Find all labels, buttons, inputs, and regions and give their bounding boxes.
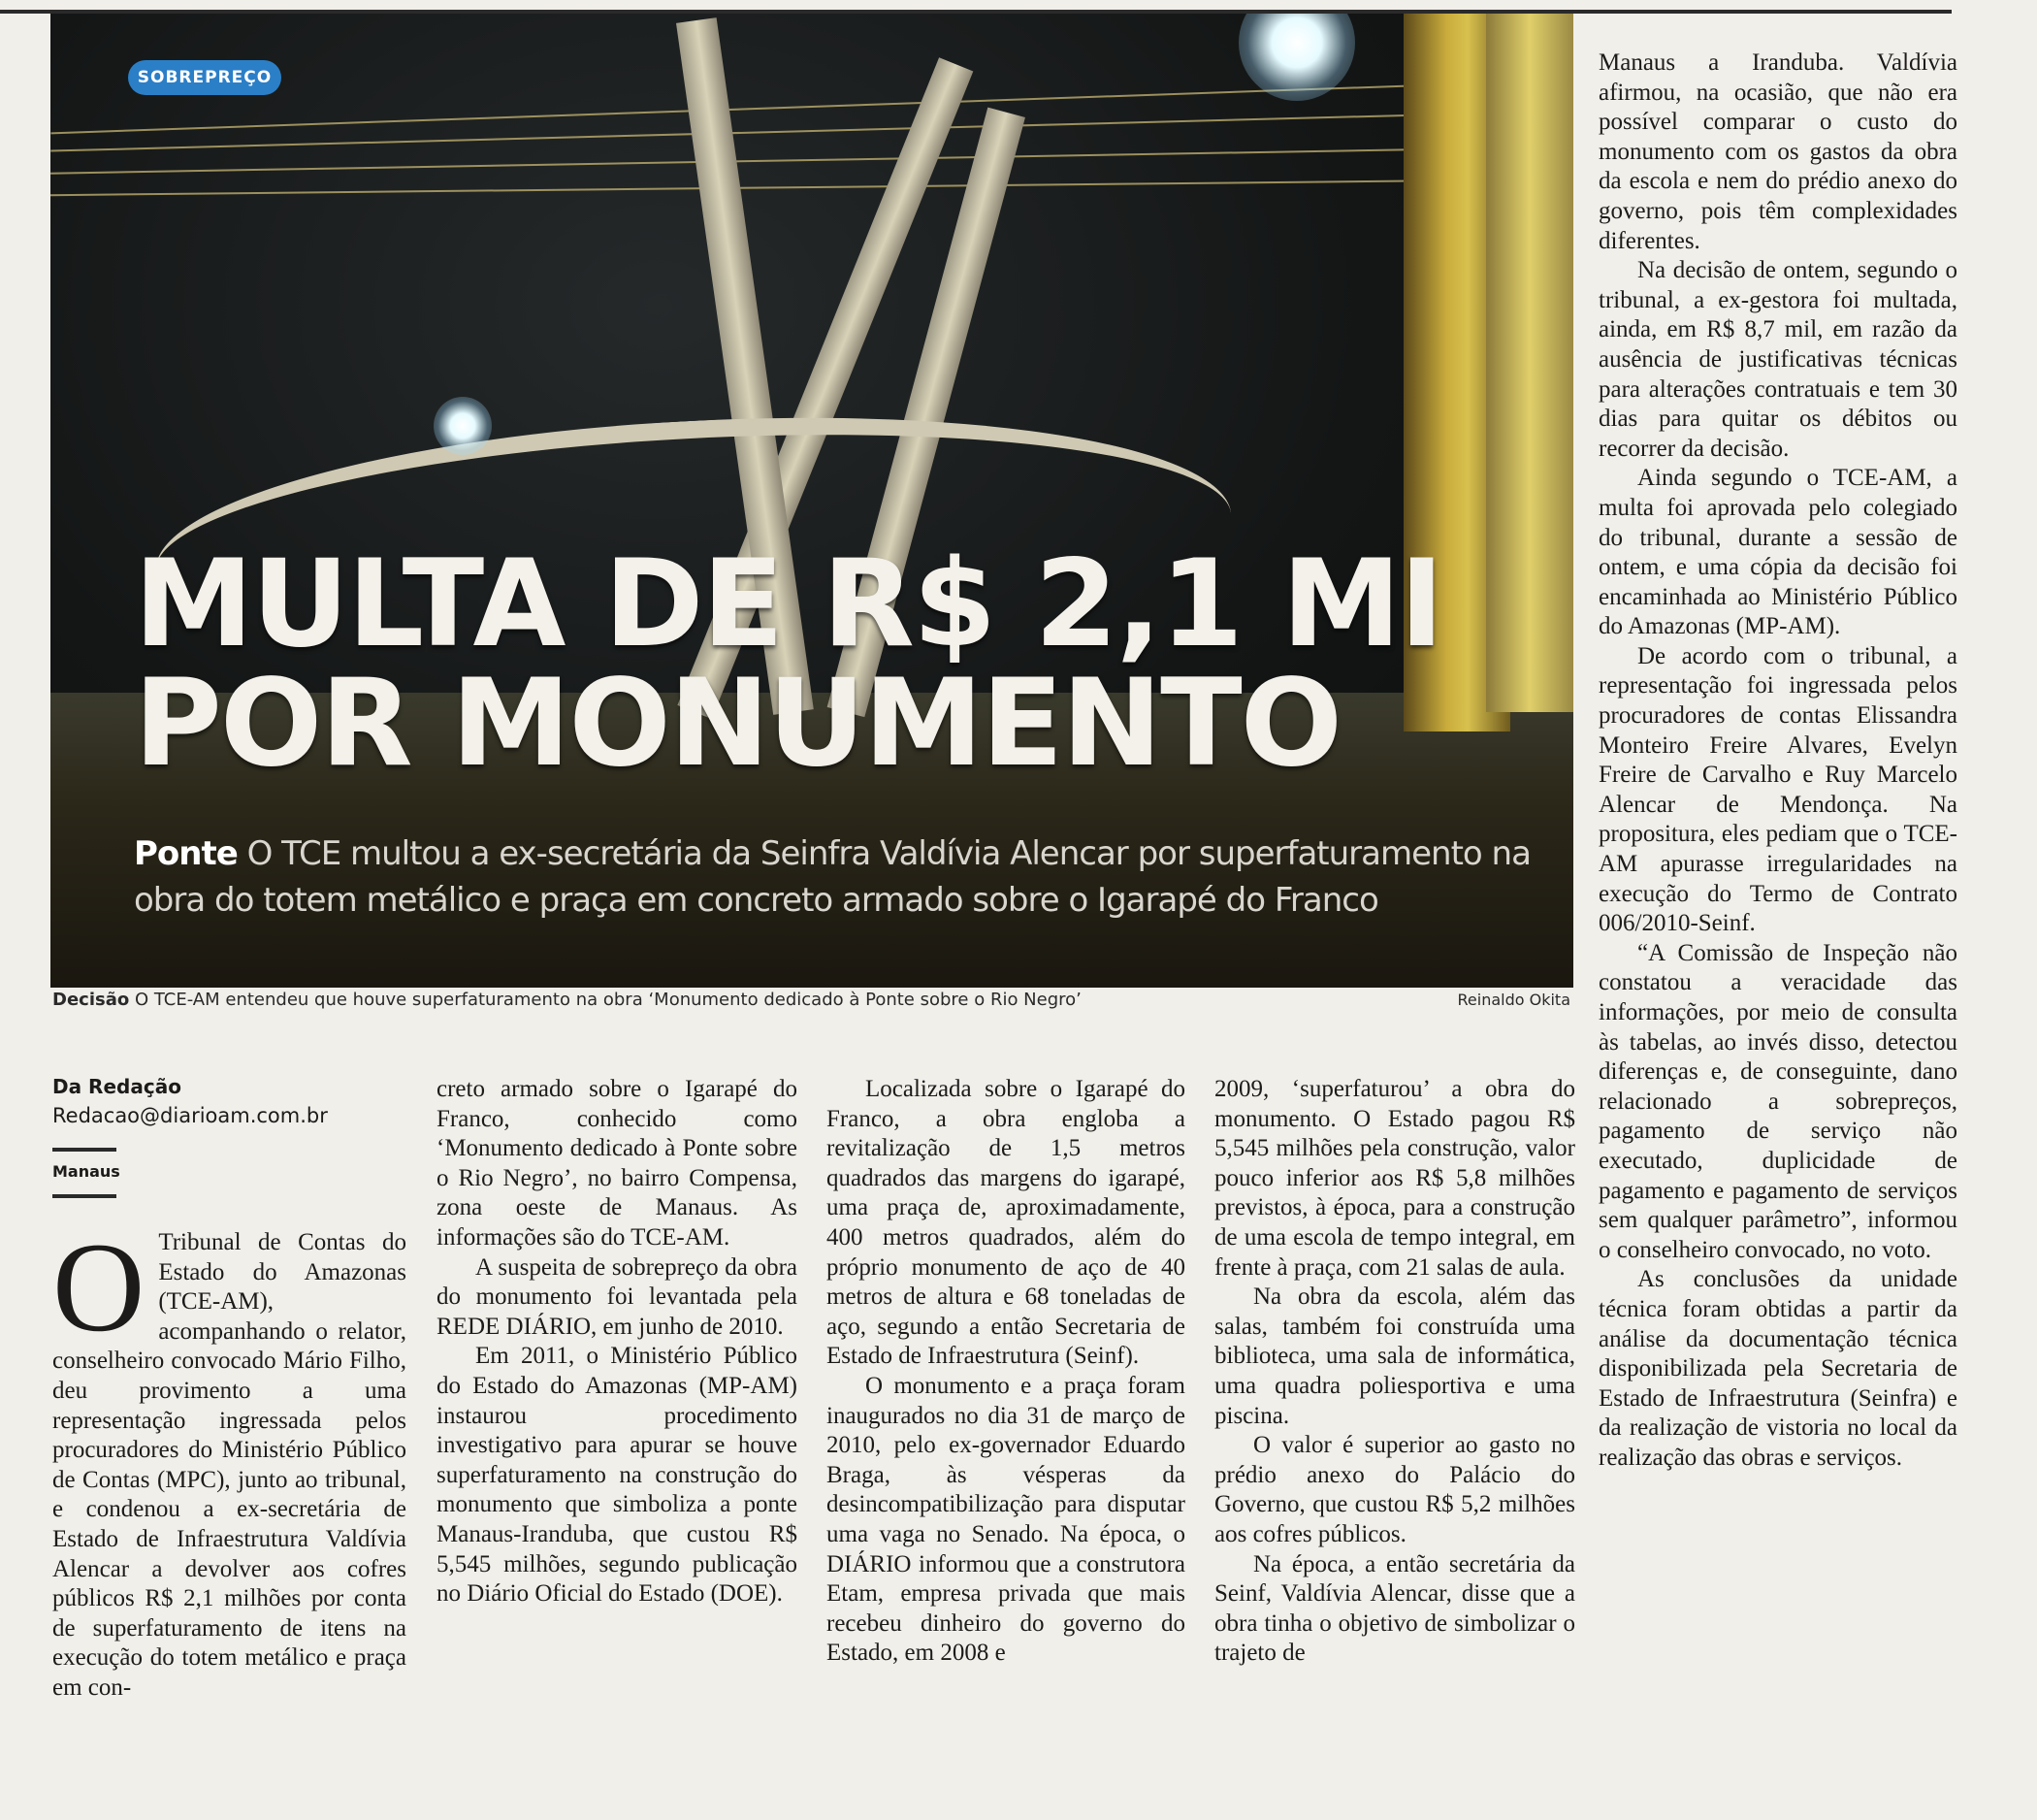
- byline-location: Manaus: [52, 1162, 120, 1181]
- byline-author: Da Redação: [52, 1075, 181, 1098]
- paragraph: Em 2011, o Ministério Público do Estado do Amazonas (MP-AM) instaurou procedimento investigativo para apurar se houve superfaturamento na construção do monumento que simboliza a ponte Manaus-Iranduba, que custou R$ 5,545 milhões, segundo publicação no Diário Oficial do Estado (DOE).: [436, 1343, 797, 1608]
- paragraph: Na obra da escola, além das salas, também foi construída uma biblioteca, uma sala de informática, uma quadra poliesportiva e uma piscina.: [1214, 1284, 1575, 1429]
- paragraph: O monumento e a praça foram inaugurados no dia 31 de março de 2010, pelo ex-governador Eduardo Braga, às vésperas da desincompatibilização para disputar uma vaga no Senado. Na época, o DIÁRIO informou que a construtora Etam, empresa privada que mais recebeu dinheiro do governo do Estado, em 2008 e: [826, 1372, 1185, 1667]
- subhead: [134, 830, 1573, 924]
- paragraph: Na decisão de ontem, segundo o tribunal, a ex-gestora foi multada, ainda, em R$ 8,7 mil, em razão da ausência de justificativas técnicas para alterações contratuais e tem 30 dias para quitar os débitos ou recorrer da decisão.: [1599, 257, 1957, 462]
- section-badge: SOBREPREÇO: [128, 60, 281, 95]
- photo-wire: [50, 80, 1572, 135]
- lead-photo: [50, 14, 1573, 988]
- article-column-4: [1214, 1075, 1575, 1669]
- caption-lead: Decisão: [52, 990, 130, 1010]
- paragraph: De acordo com o tribunal, a representação foi ingressada pelos procuradores de contas Elissandra Monteiro Freire Alvares, Evelyn Freire de Carvalho e Ruy Marcelo Alencar de Mendonça. Na propositura, eles pediam que o TCE-AM apurasse irregularidades na execução do Termo de Contrato 006/2010-Seinf.: [1599, 642, 1957, 937]
- photo-wire: [50, 179, 1573, 196]
- caption-text: O TCE-AM entendeu que houve superfaturamento na obra ‘Monumento dedicado à Ponte sobre o Rio Negro’: [129, 990, 1082, 1010]
- article-column-2: [436, 1075, 797, 1609]
- photo-credit: Reinaldo Okita: [1457, 991, 1570, 1009]
- paragraph: 2009, ‘superfaturou’ a obra do monumento. O Estado pagou R$ 5,545 milhões pela construção, valor pouco inferior aos R$ 5,8 milhões previstos, à época, para a construção de uma escola de tempo integral, em frente à praça, com 21 salas de aula.: [1214, 1076, 1575, 1281]
- article-column-5: [1599, 49, 1957, 1474]
- paragraph: Ainda segundo o TCE-AM, a multa foi aprovada pelo colegiado do tribunal, durante a sessão de ontem, e uma cópia da decisão foi encaminhada ao Ministério Público do Amazonas (MP-AM).: [1599, 465, 1957, 640]
- byline-rule: [52, 1194, 116, 1198]
- paragraph: O valor é superior ao gasto no prédio anexo do Palácio do Governo, que custou R$ 5,2 milhões aos cofres públicos.: [1214, 1432, 1575, 1547]
- paragraph: Manaus a Iranduba. Valdívia afirmou, na ocasião, que não era possível comparar o custo do monumento com os gastos da obra da escola e nem do prédio anexo do governo, pois têm complexidades diferentes.: [1599, 49, 1957, 254]
- byline: [52, 1072, 402, 1198]
- paragraph: Na época, a então secretária da Seinf, Valdívia Alencar, disse que a obra tinha o objetivo de simbolizar o trajeto de: [1214, 1550, 1575, 1667]
- paragraph: Tribunal de Contas do Estado do Amazonas (TCE-AM), acompanhando o relator, conselheiro convocado Mário Filho, deu provimento a uma representação ingressada pelos procuradores do Ministério Público de Contas (MPC), junto ao tribunal, e condenou a ex-secretária de Estado de Infraestrutura Valdívia Alencar a devolver aos cofres públicos R$ 2,1 milhões por conta de superfaturamento de itens na execução do totem metálico e praça em con-: [52, 1229, 406, 1701]
- headline: MULTA DE R$ 2,1 MI POR MONUMENTO: [134, 535, 1442, 794]
- paragraph: creto armado sobre o Igarapé do Franco, conhecido como ‘Monumento dedicado à Ponte sobre o Rio Negro’, no bairro Compensa, zona oeste de Manaus. As informações são do TCE-AM.: [436, 1076, 797, 1251]
- article-column-3: [826, 1075, 1185, 1669]
- photo-wire: [50, 146, 1573, 174]
- byline-rule: [52, 1148, 116, 1152]
- photo-caption: [52, 986, 1570, 1015]
- drop-cap: O: [52, 1216, 146, 1358]
- byline-email: Redacao@diarioam.com.br: [52, 1104, 328, 1127]
- paragraph: “A Comissão de Inspeção não constatou a veracidade das informações, por meio de consulta às tabelas, ao invés disso, detectou diferenças e, de conseguinte, dano relacionado a sobrepreços, pagamento de serviço não executado, duplicidade de pagamento e pagamento de serviços sem qualquer parâmetro”, informou o conselheiro convocado, no voto.: [1599, 939, 1957, 1263]
- subhead-lead: Ponte: [134, 834, 238, 873]
- subhead-text: O TCE multou a ex-secretária da Seinfra Valdívia Alencar por superfaturamento na obra do totem metálico e praça em concreto armado sobre o Igarapé do Franco: [134, 834, 1531, 920]
- paragraph: Localizada sobre o Igarapé do Franco, a obra engloba a revitalização de 1,5 metros quadrados das margens do igarapé, uma praça de, aproximadamente, 400 metros quadrados, além do próprio monumento de aço de 40 metros de altura e 68 toneladas de aço, segundo a então Secretaria de Estado de Infraestrutura (Seinf).: [826, 1076, 1185, 1370]
- street-lamp: [434, 397, 492, 455]
- photo-wire: [50, 110, 1573, 151]
- paragraph: As conclusões da unidade técnica foram obtidas a partir da análise da documentação técnica disponibilizada pela Secretaria de Estado de Infraestrutura (Seinfra) e da realização de vistoria no local da realização das obras e serviços.: [1599, 1266, 1957, 1471]
- article-column-1: [52, 1216, 406, 1704]
- paragraph: A suspeita de sobrepreço da obra do monumento foi levantada pela REDE DIÁRIO, em junho de 2010.: [436, 1253, 797, 1340]
